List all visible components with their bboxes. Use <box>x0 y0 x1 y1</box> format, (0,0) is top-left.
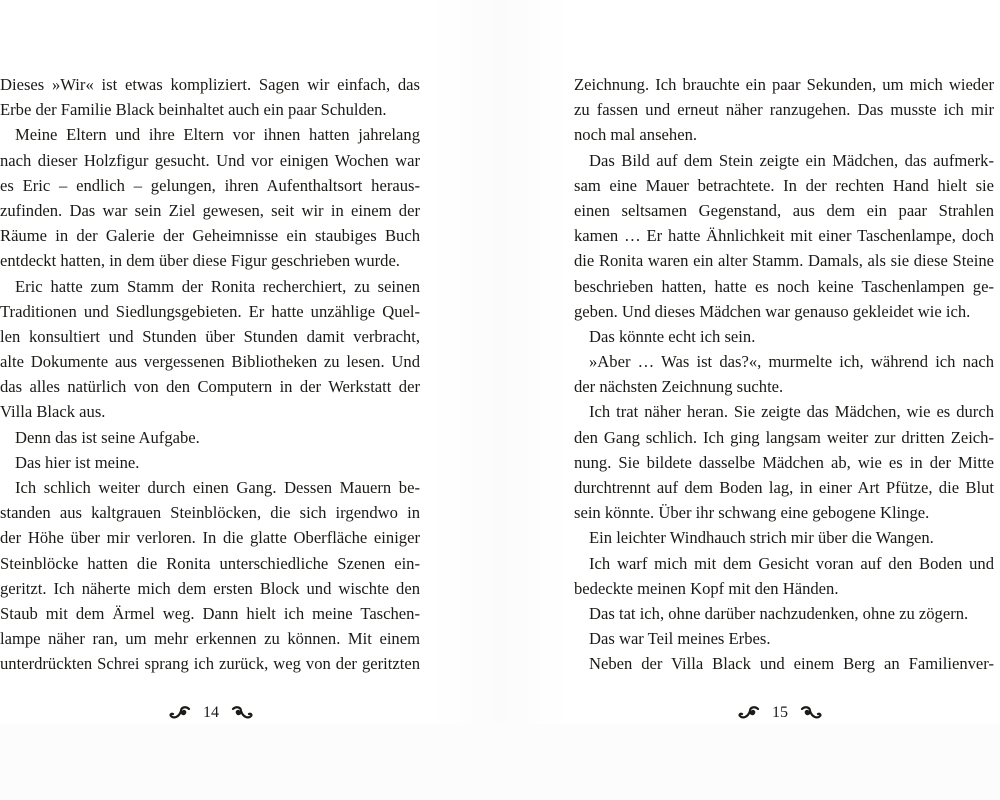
text-line: beschrieben hatten, hatte es noch keine Taschenlampen ge- <box>574 276 994 296</box>
text-line: die Ronita waren ein alter Stamm. Damals, als sie diese Steine <box>574 251 994 271</box>
text-line: kamen … Er hatte Ähnlichkeit mit einer Taschenlampe, doch <box>574 226 994 246</box>
text-line: Denn das ist seine Aufgabe. <box>15 427 200 447</box>
text-line: Das könnte echt ich sein. <box>589 326 756 346</box>
left-ornament-icon <box>738 705 760 721</box>
text-line: Ich trat näher heran. Sie zeigte das Mädchen, wie es durch <box>589 402 994 422</box>
right-page-text <box>574 72 994 677</box>
text-line: sein könnte. Über ihr schwang eine gebogene Klinge. <box>574 503 930 523</box>
right-page <box>568 0 1000 724</box>
text-line: es Eric – endlich – gelungen, ihren Aufenthaltsort heraus- <box>0 175 420 195</box>
text-line: zu fassen und erneut näher ranzugehen. Das musste ich mir <box>574 100 994 120</box>
page-number: 14 <box>203 704 219 721</box>
left-page-folio <box>136 700 286 726</box>
text-line: standen aus kaltgrauen Steinblöcken, die sich irgendwo in <box>0 503 420 523</box>
text-line: alte Dokumente aus vergessenen Bibliotheken zu lesen. Und <box>0 352 420 372</box>
text-line: Villa Black aus. <box>0 402 106 422</box>
text-line: lampe näher ran, um mehr erkennen zu können. Mit einem <box>0 629 420 649</box>
text-line: noch mal ansehen. <box>574 125 698 145</box>
text-line: Zeichnung. Ich brauchte ein paar Sekunden, um mich wieder <box>574 75 994 94</box>
text-line: Staub mit dem Ärmel weg. Dann hielt ich meine Taschen- <box>0 603 420 623</box>
text-line: Ich schlich weiter durch einen Gang. Dessen Mauern be- <box>15 478 420 497</box>
text-line: Ich warf mich mit dem Gesicht voran auf den Boden und <box>589 553 994 573</box>
book-gutter <box>432 0 568 800</box>
text-line: Eric hatte zum Stamm der Ronita recherchiert, zu seinen <box>15 276 420 296</box>
text-line: der nächsten Zeichnung suchte. <box>574 377 784 397</box>
text-line: durchtrennt auf dem Boden lag, in einer Art Pfütze, die Blut <box>574 478 994 497</box>
right-page-folio <box>705 700 855 726</box>
text-line: Das tat ich, ohne darüber nachzudenken, ohne zu zögern. <box>589 603 969 623</box>
text-line: Das hier ist meine. <box>15 452 140 472</box>
text-line: Ein leichter Windhauch strich mir über die Wangen. <box>589 528 934 548</box>
page-number: 15 <box>772 704 788 721</box>
text-line: geritzt. Ich näherte mich dem ersten Block und wischte den <box>0 578 420 598</box>
text-line: »Aber … Was ist das?«, murmelte ich, während ich nach <box>589 352 994 372</box>
text-line: entdeckt hatten, in dem über diese Figur geschrieben wurde. <box>0 251 400 271</box>
text-line: einen seltsamen Gegenstand, aus dem ein paar Strahlen <box>574 200 994 220</box>
text-line: bedeckte meinen Kopf mit den Händen. <box>574 578 839 598</box>
right-ornament-icon <box>800 705 822 721</box>
left-page-text <box>0 72 420 677</box>
text-line: sam eine Mauer betrachtete. In der rechten Hand hielt sie <box>574 175 994 195</box>
text-line: nung. Sie bildete dasselbe Mädchen ab, wie es in der Mitte <box>574 452 994 472</box>
right-ornament-icon <box>231 705 253 721</box>
text-line: nach dieser Holzfigur gesucht. Und vor einigen Wochen war <box>0 150 420 170</box>
text-line: das alles natürlich von den Computern in der Werkstatt der <box>0 377 420 397</box>
text-line: Das war Teil meines Erbes. <box>589 629 771 649</box>
page-bottom-margin <box>0 724 1000 800</box>
text-line: Meine Eltern und ihre Eltern vor ihnen hatten jahrelang <box>15 125 420 145</box>
text-line: Neben der Villa Black und einem Berg an Familienver- <box>589 654 994 674</box>
text-line: Räume in der Galerie der Geheimnisse ein staubiges Buch <box>0 226 420 246</box>
text-line: zufinden. Das war sein Ziel gewesen, seit wir in einem der <box>0 200 420 220</box>
text-line: len konsultiert und Stunden über Stunden damit verbracht, <box>0 326 420 346</box>
text-line: geben. Und dieses Mädchen war genauso gekleidet wie ich. <box>574 301 971 321</box>
text-line: Steinblöcke hatten die Ronita unterschiedliche Szenen ein- <box>0 553 420 573</box>
text-line: der Höhe über mir verloren. In die glatte Oberfläche einiger <box>0 528 420 548</box>
left-ornament-icon <box>169 705 191 721</box>
text-line: unterdrückten Schrei sprang ich zurück, weg von der geritzten <box>0 654 420 674</box>
text-line: Dieses »Wir« ist etwas kompliziert. Sagen wir einfach, das <box>0 75 420 94</box>
text-line: Traditionen und Siedlungsgebieten. Er hatte unzählige Quel- <box>0 301 420 321</box>
text-line: Das Bild auf dem Stein zeigte ein Mädchen, das aufmerk- <box>589 150 994 170</box>
left-page <box>0 0 432 724</box>
text-line: den Gang schlich. Ich ging langsam weiter zur dritten Zeich- <box>574 427 994 447</box>
text-line: Erbe der Familie Black beinhaltet auch ein paar Schulden. <box>0 100 387 120</box>
